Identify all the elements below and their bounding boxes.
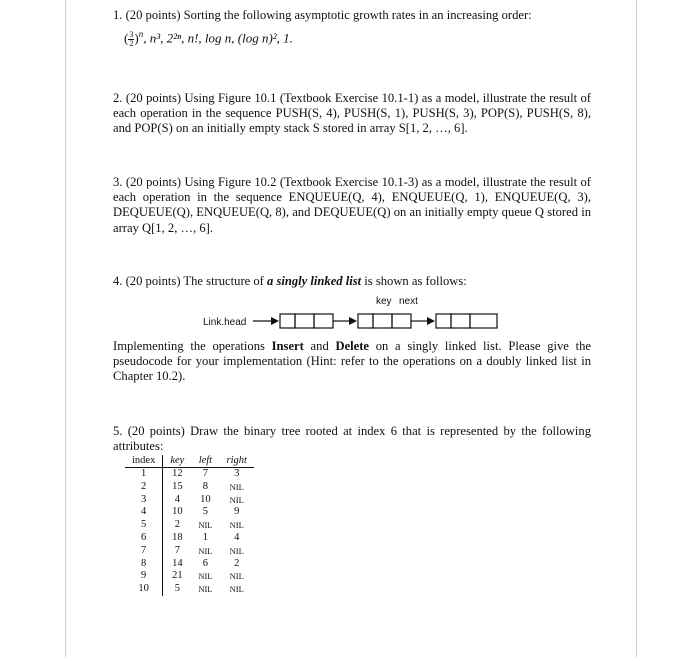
page-right-border [636, 0, 637, 657]
cell-key: 15 [172, 480, 183, 492]
cell-left: NIL [198, 520, 213, 531]
cell-index: 1 [125, 468, 163, 481]
fraction [128, 31, 134, 48]
page-left-border [65, 0, 66, 657]
formula-terms: , n³, 2²ⁿ, n!, log n, (log n)², 1. [143, 30, 293, 46]
cell-right: NIL [229, 520, 244, 531]
node-2-prev-cell [358, 314, 373, 328]
cell-index: 8 [125, 558, 163, 571]
cell-left: 5 [202, 506, 209, 518]
cell-right: NIL [229, 481, 244, 492]
table-row [125, 545, 254, 558]
key-label: key [376, 296, 392, 307]
table-row [125, 506, 254, 519]
table-row [125, 532, 254, 545]
delete-keyword: Delete [335, 339, 370, 353]
next-label: next [399, 296, 418, 307]
header-left: left [191, 455, 219, 468]
node-2-arrowhead [427, 317, 435, 325]
table-row [125, 468, 254, 481]
table-row [125, 558, 254, 571]
node-3-key-cell [451, 314, 470, 328]
header-right: right [219, 455, 253, 468]
node-1-key-cell [295, 314, 314, 328]
cell-key: 21 [172, 570, 183, 582]
cell-right: NIL [229, 571, 244, 582]
cell-key: 2 [174, 519, 180, 531]
cell-index: 5 [125, 519, 163, 532]
node-3-next-cell [470, 314, 497, 328]
cell-key: 5 [174, 583, 180, 595]
cell-right: NIL [229, 545, 244, 556]
question-2-text: 2. (20 points) Using Figure 10.1 (Textbook Exercise 10.1-1) as a model, illustrate the result of each operation in the sequence PUSH(S, 4), PUSH(S, 1), PUSH(S, 3), POP(S), PUSH(S, 8), and POP(S) on an initially empty stack S stored in array S[1, 2, …, 6]. [113, 91, 591, 136]
node-1-prev-cell [280, 314, 295, 328]
cell-left: 7 [202, 468, 209, 479]
question-4-emphasis: a singly linked list [267, 274, 362, 288]
question-3-text: 3. (20 points) Using Figure 10.2 (Textbook Exercise 10.1-3) as a model, illustrate the result of each operation in the sequence ENQUEUE(Q, 4), ENQUEUE(Q, 1), ENQUEUE(Q, 3), DEQUEUE(Q), ENQUEUE(Q, 8), and DEQUEUE(Q) on an initially empty queue Q stored in array Q[1, 2, …, 6]. [113, 175, 591, 235]
cell-key: 18 [172, 531, 183, 543]
header-key: key [163, 455, 191, 468]
cell-index: 3 [125, 494, 163, 507]
cell-right: NIL [229, 584, 244, 595]
insert-keyword: Insert [271, 339, 304, 353]
question-4-text [113, 274, 591, 289]
node-1-arrowhead [349, 317, 357, 325]
cell-left: 8 [202, 480, 209, 492]
table-row [125, 494, 254, 507]
node-3-prev-cell [436, 314, 451, 328]
cell-left: 1 [202, 531, 209, 543]
question-1-text: 1. (20 points) Sorting the following asymptotic growth rates in an increasing order: [113, 8, 532, 22]
cell-right: 9 [234, 506, 240, 518]
cell-key: 4 [174, 493, 180, 505]
fraction-numerator: 3 [129, 29, 134, 39]
cell-right: 2 [234, 557, 240, 569]
table-row [125, 570, 254, 583]
cell-key: 10 [172, 506, 183, 518]
cell-key: 12 [172, 468, 183, 479]
table-header-row [125, 455, 254, 468]
header-index: index [125, 455, 163, 468]
cell-index: 9 [125, 570, 163, 583]
cell-index: 10 [125, 583, 163, 596]
cell-left: 10 [200, 493, 211, 505]
table-row [125, 583, 254, 596]
cell-key: 14 [172, 557, 183, 569]
question-4-instructions [113, 339, 591, 385]
cell-right: NIL [229, 494, 244, 505]
cell-right: 3 [234, 468, 240, 479]
fraction-denominator: 2 [129, 38, 134, 48]
node-1 [280, 314, 333, 328]
cell-left: NIL [198, 545, 213, 556]
node-3 [436, 314, 497, 328]
cell-index: 2 [125, 481, 163, 494]
question-5-text: 5. (20 points) Draw the binary tree rooted at index 6 that is represented by the following attributes: [113, 424, 591, 454]
cell-left: NIL [198, 584, 213, 595]
cell-index: 7 [125, 545, 163, 558]
cell-index: 4 [125, 506, 163, 519]
table-row [125, 481, 254, 494]
table-body [125, 468, 254, 596]
head-label: Link.head [203, 317, 247, 328]
instructions-prefix: Implementing the operations [113, 339, 272, 353]
question-4-prefix: 4. (20 points) The structure of [113, 274, 268, 288]
attributes-table [125, 455, 254, 596]
instructions-suffix: on a singly linked list. Please give the pseudocode for your implementation (Hint: refer to the operations on a doubly linked list in Chapter 10.2). [113, 339, 591, 384]
question-1-formula: ( $\frac{3}{2}$ )$^n$, n³, 2²ⁿ, n!, log n, (log n)², 1. [124, 29, 293, 48]
exponent: n [138, 29, 144, 39]
node-2-next-cell [392, 314, 411, 328]
cell-key: 7 [174, 544, 180, 556]
node-1-next-cell [314, 314, 333, 328]
cell-left: 6 [202, 557, 209, 569]
and-word: and [303, 339, 336, 353]
head-arrowhead [271, 317, 279, 325]
node-2 [358, 314, 411, 328]
question-4-suffix: is shown as follows: [361, 274, 467, 288]
cell-index: 6 [125, 532, 163, 545]
table-row [125, 519, 254, 532]
cell-right: 4 [234, 531, 240, 543]
node-2-key-cell [373, 314, 392, 328]
cell-left: NIL [198, 571, 213, 582]
